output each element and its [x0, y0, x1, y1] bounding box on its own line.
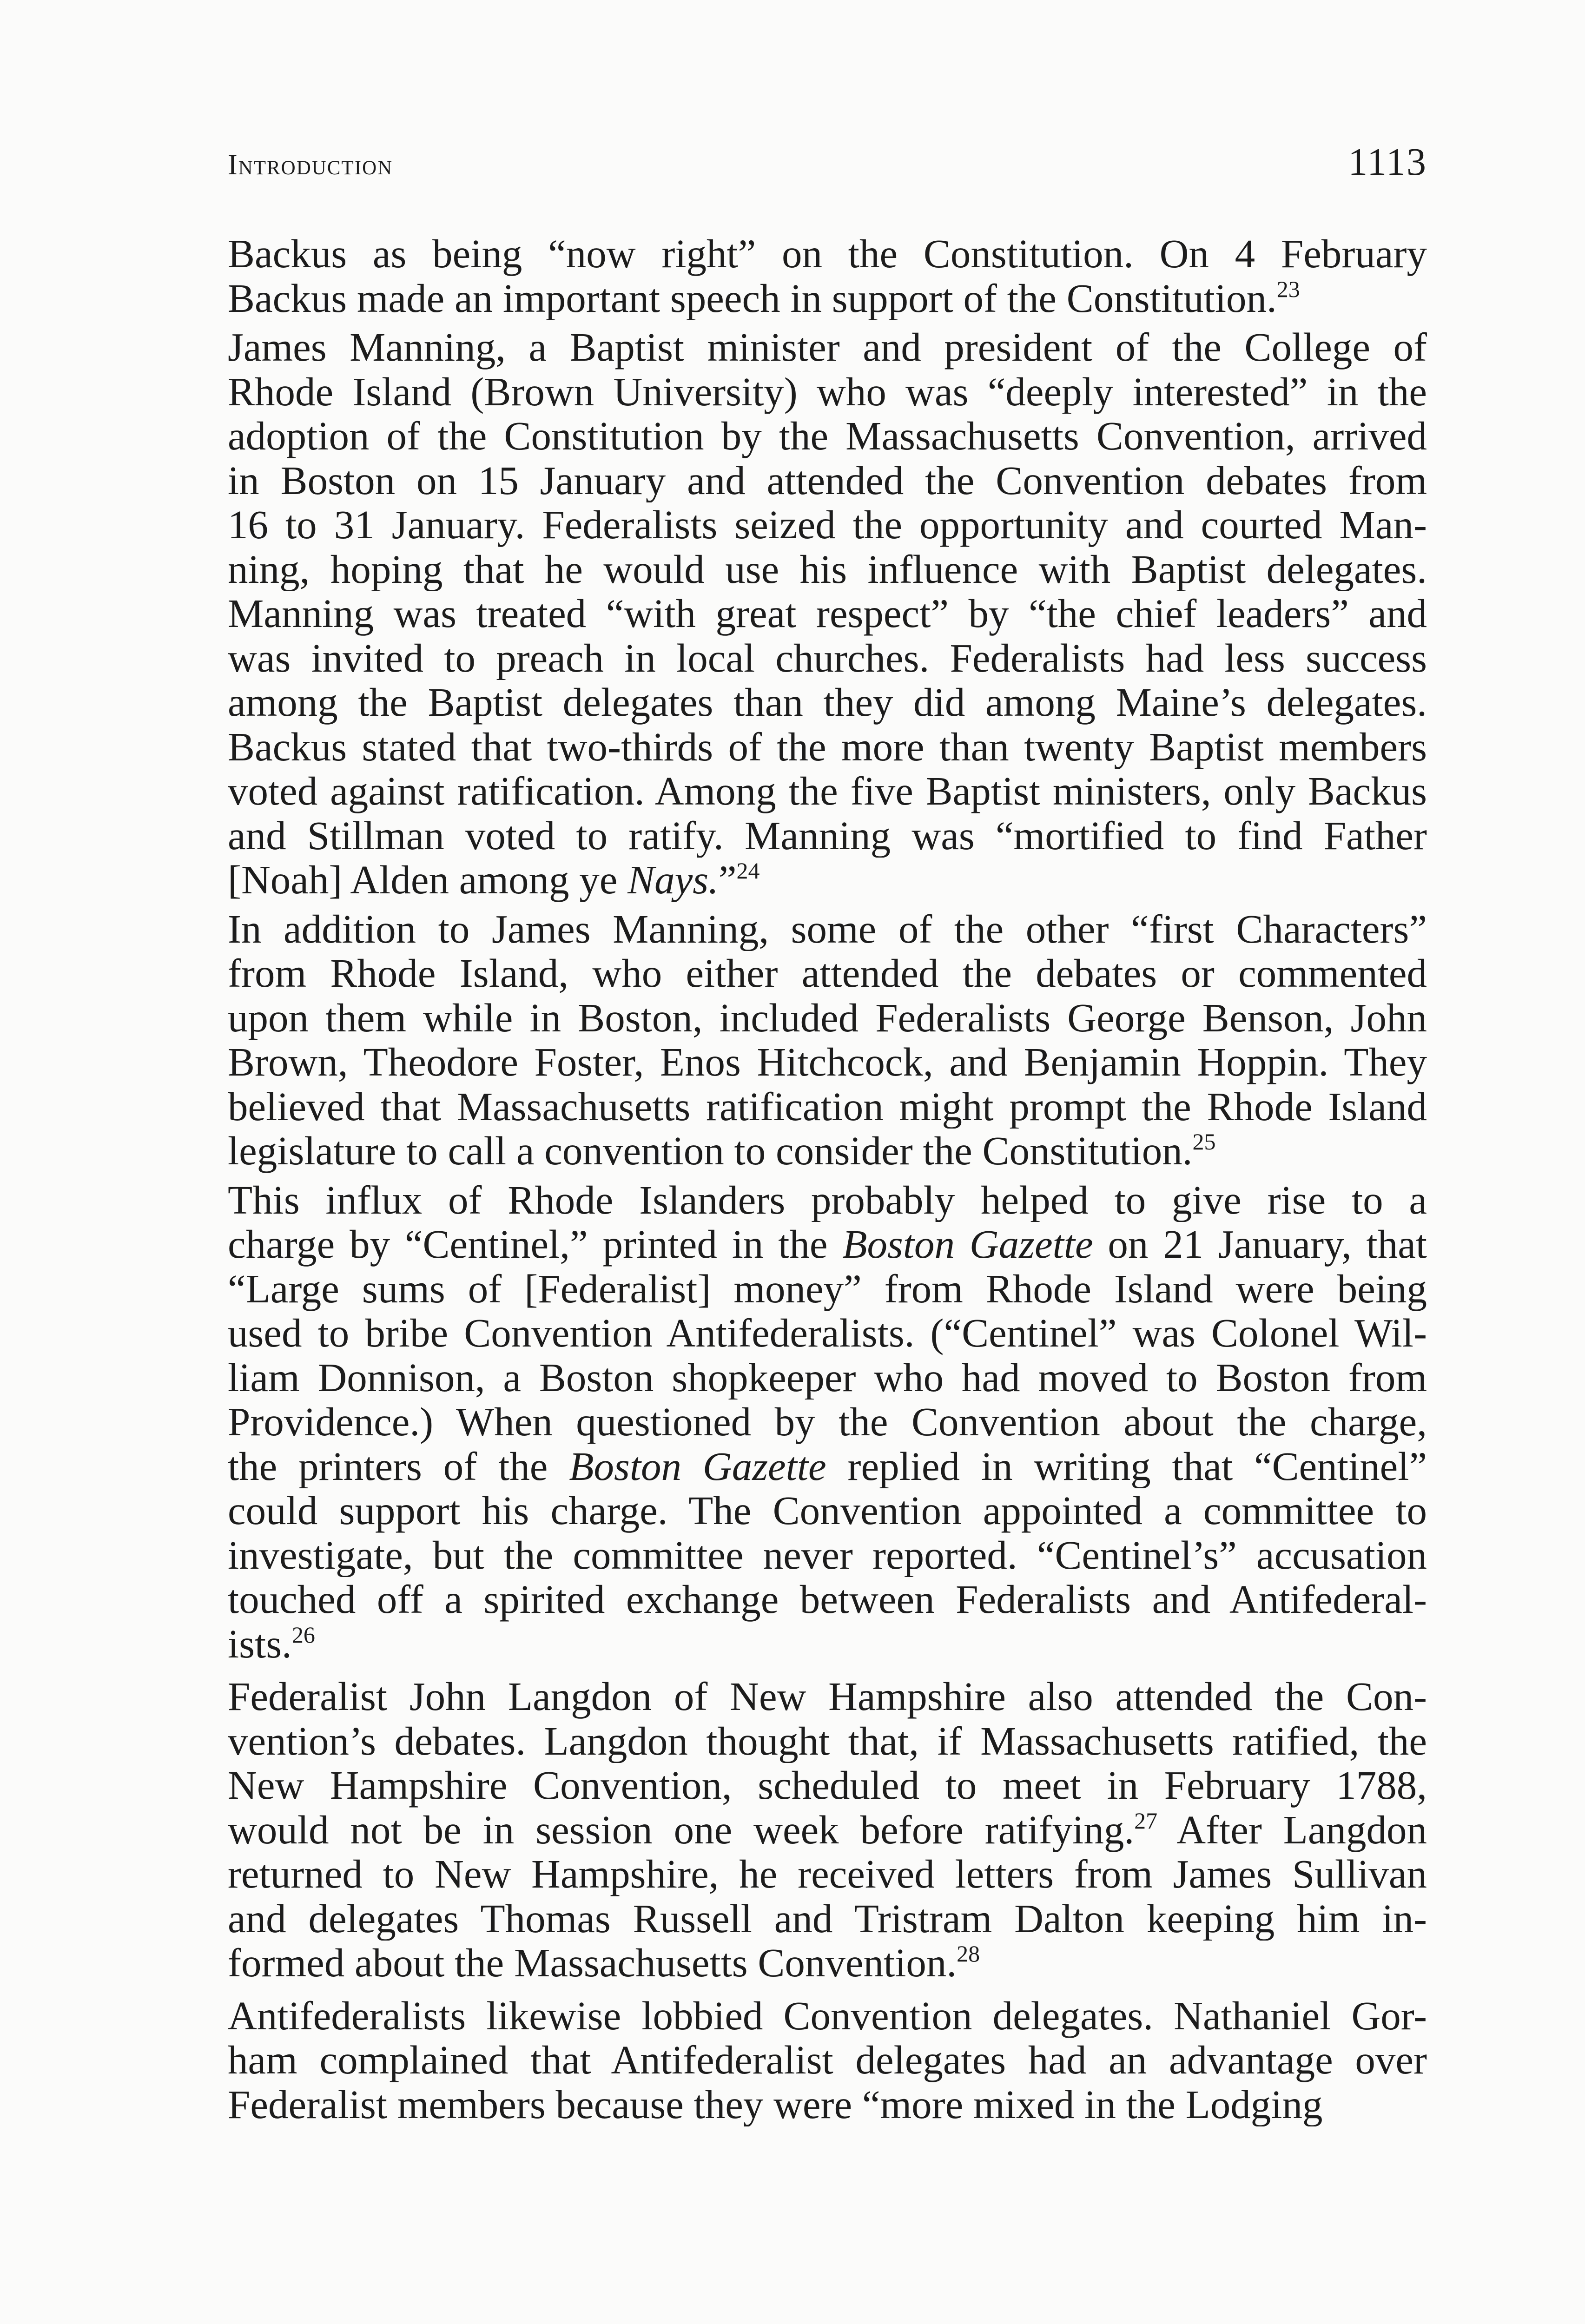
- text-line: [228, 1941, 1427, 1985]
- text-line: [228, 1355, 1427, 1400]
- text-segment: charge by “Centinel,” printed in the: [228, 1222, 843, 1267]
- text-line: [228, 2038, 1427, 2082]
- footnote-ref: 23: [1276, 276, 1300, 302]
- text-line: [228, 636, 1427, 680]
- text-segment: ning, hoping that he would use his influence with Baptist delegates.: [228, 547, 1427, 591]
- text-line: [228, 1040, 1427, 1084]
- text-line: [228, 1488, 1427, 1533]
- text-segment: believed that Massachusetts ratification might prompt the Rhode Island: [228, 1084, 1427, 1129]
- text-line: [228, 1808, 1427, 1852]
- text-segment: ists.: [228, 1621, 292, 1666]
- text-line: [228, 996, 1427, 1040]
- text-segment: In addition to James Manning, some of the other “first Characters”: [228, 906, 1427, 951]
- text-line: [228, 1533, 1427, 1578]
- text-segment: among the Baptist delegates than they did among Maine’s delegates.: [228, 680, 1427, 725]
- text-segment: investigate, but the committee never reported. “Centinel’s” accusation: [228, 1532, 1427, 1577]
- footnote-ref: 25: [1192, 1129, 1216, 1155]
- text-line: [228, 813, 1427, 858]
- text-line: [228, 1444, 1427, 1489]
- text-segment: vention’s debates. Langdon thought that, if Massachusetts ratified, the: [228, 1718, 1427, 1763]
- footnote-ref: 24: [736, 858, 760, 884]
- running-title: Introduction: [228, 149, 393, 181]
- text-line: [228, 1674, 1427, 1719]
- paragraph: [228, 1994, 1427, 2127]
- text-segment: ”: [718, 858, 737, 902]
- text-segment: liam Donnison, a Boston shopkeeper who had moved to Boston from: [228, 1355, 1427, 1400]
- text-line: [228, 1852, 1427, 1896]
- text-segment: could support his charge. The Convention appointed a committee to: [228, 1488, 1427, 1533]
- text-segment: adoption of the Constitution by the Massachusetts Convention, arrived: [228, 414, 1427, 458]
- text-segment: voted against ratification. Among the five Baptist ministers, only Backus: [228, 769, 1427, 813]
- text-line: [228, 502, 1427, 547]
- text-line: [228, 725, 1427, 769]
- text-line: [228, 1994, 1427, 2038]
- paragraph: [228, 231, 1427, 320]
- text-line: [228, 1311, 1427, 1355]
- text-segment: Brown, Theodore Foster, Enos Hitchcock, and Benjamin Hoppin. They: [228, 1040, 1427, 1084]
- text-segment: After Langdon: [1157, 1807, 1427, 1852]
- paragraph: [228, 1674, 1427, 1985]
- text-segment: and delegates Thomas Russell and Tristram Dalton keeping him in-: [228, 1896, 1427, 1941]
- text-segment: on 21 January, that: [1093, 1222, 1427, 1267]
- paragraph: [228, 1178, 1427, 1666]
- text-segment: 16 to 31 January. Federalists seized the opportunity and courted Man-: [228, 502, 1427, 547]
- text-segment: from Rhode Island, who either attended the debates or commented: [228, 951, 1427, 996]
- text-line: [228, 1267, 1427, 1311]
- italic-text: Boston Gazette: [569, 1444, 826, 1488]
- text-line: [228, 591, 1427, 636]
- text-segment: formed about the Massachusetts Convention.: [228, 1941, 957, 1985]
- paragraph: [228, 907, 1427, 1173]
- text-segment: ham complained that Antifederalist delegates had an advantage over: [228, 2038, 1427, 2082]
- text-line: [228, 276, 1427, 321]
- text-segment: legislature to call a convention to consider the Constitution.: [228, 1129, 1193, 1173]
- text-line: [228, 951, 1427, 996]
- text-line: [228, 547, 1427, 592]
- text-segment: would not be in session one week before ratifying.: [228, 1807, 1135, 1852]
- text-segment: replied in writing that “Centinel”: [826, 1444, 1427, 1488]
- running-head: [228, 139, 1427, 195]
- text-line: [228, 231, 1427, 276]
- text-segment: upon them while in Boston, included Federalists George Benson, John: [228, 995, 1427, 1040]
- text-segment: New Hampshire Convention, scheduled to meet in February 1788,: [228, 1763, 1427, 1808]
- text-line: [228, 414, 1427, 458]
- text-segment: Backus as being “now right” on the Constitution. On 4 February: [228, 231, 1427, 276]
- text-segment: “Large sums of [Federalist] money” from Rhode Island were being: [228, 1266, 1427, 1311]
- text-segment: Manning was treated “with great respect” by “the chief leaders” and: [228, 591, 1427, 636]
- text-line: [228, 1222, 1427, 1267]
- text-segment: This influx of Rhode Islanders probably helped to give rise to a: [228, 1177, 1427, 1222]
- text-segment: was invited to preach in local churches. Federalists had less success: [228, 635, 1427, 680]
- text-segment: James Manning, a Baptist minister and president of the College of: [228, 325, 1427, 370]
- text-line: [228, 1719, 1427, 1763]
- text-segment: Federalist John Langdon of New Hampshire also attended the Con-: [228, 1674, 1427, 1719]
- text-segment: Antifederalists likewise lobbied Convention delegates. Nathaniel Gor-: [228, 1993, 1427, 2038]
- footnote-ref: 28: [957, 1941, 980, 1967]
- text-segment: [Noah] Alden among ye: [228, 858, 628, 902]
- text-segment: Backus stated that two-thirds of the more than twenty Baptist members: [228, 724, 1427, 769]
- text-line: [228, 858, 1427, 902]
- text-line: [228, 1129, 1427, 1173]
- footnote-ref: 27: [1134, 1807, 1158, 1834]
- text-segment: Backus made an important speech in support of the Constitution.: [228, 276, 1277, 320]
- text-segment: Federalist members because they were “more mixed in the Lodging: [228, 2082, 1323, 2126]
- paragraph: [228, 325, 1427, 902]
- text-segment: used to bribe Convention Antifederalists. (“Centinel” was Colonel Wil-: [228, 1311, 1427, 1355]
- text-line: [228, 1896, 1427, 1941]
- footnote-ref: 26: [291, 1621, 315, 1648]
- text-line: [228, 325, 1427, 370]
- text-line: [228, 1084, 1427, 1129]
- text-segment: returned to New Hampshire, he received letters from James Sullivan: [228, 1852, 1427, 1896]
- text-line: [228, 907, 1427, 951]
- text-segment: Rhode Island (Brown University) who was “deeply interested” in the: [228, 369, 1427, 414]
- text-line: [228, 680, 1427, 725]
- text-segment: Providence.) When questioned by the Convention about the charge,: [228, 1400, 1427, 1444]
- text-segment: and Stillman voted to ratify. Manning was “mortified to find Father: [228, 813, 1427, 858]
- text-line: [228, 1763, 1427, 1808]
- text-segment: touched off a spirited exchange between Federalists and Antifederal-: [228, 1577, 1427, 1622]
- text-line: [228, 458, 1427, 503]
- text-line: [228, 1622, 1427, 1666]
- text-segment: in Boston on 15 January and attended the Convention debates from: [228, 458, 1427, 502]
- text-line: [228, 1577, 1427, 1622]
- body-text: [228, 231, 1427, 2126]
- text-line: [228, 2082, 1427, 2127]
- text-line: [228, 1178, 1427, 1222]
- text-line: [228, 370, 1427, 414]
- page-number: 1113: [1348, 140, 1427, 184]
- text-segment: the printers of the: [228, 1444, 569, 1488]
- italic-text: Nays.: [627, 858, 719, 902]
- italic-text: Boston Gazette: [842, 1222, 1093, 1267]
- text-line: [228, 1400, 1427, 1444]
- text-line: [228, 769, 1427, 813]
